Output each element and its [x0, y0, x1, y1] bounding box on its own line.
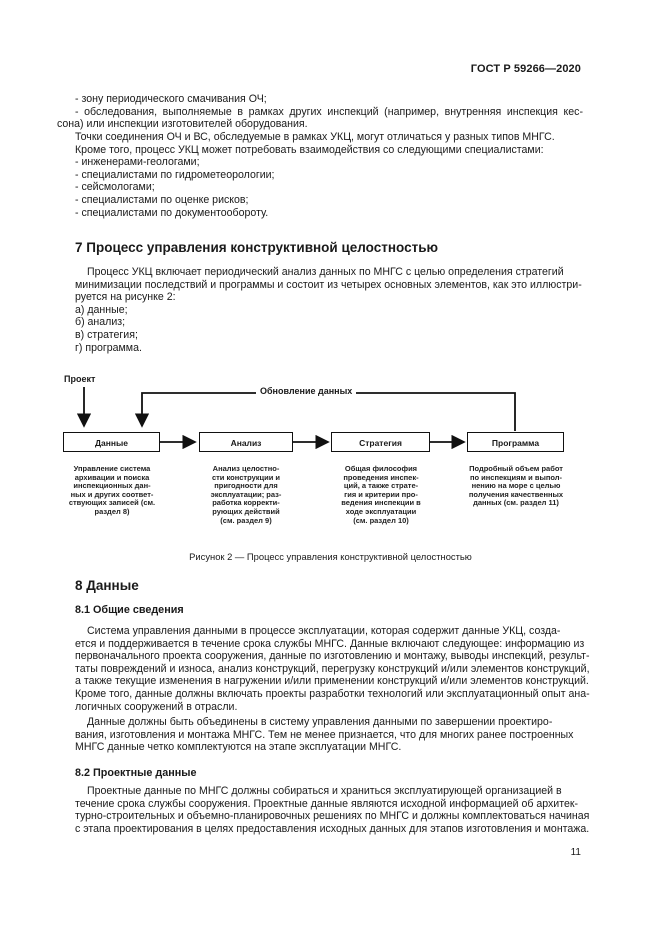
- box-description-analysis: [190, 465, 302, 525]
- document-code: ГОСТ Р 59266—2020: [470, 63, 581, 75]
- specialist-item: - специалистами по оценке рисков;: [75, 193, 249, 206]
- desc-line: проведения инспек-: [343, 472, 419, 482]
- text-line: турно-строительных и объемно-планировочных решениях по МНГС и должны комплектоваться начиная: [75, 810, 590, 823]
- desc-line: рующих действий: [212, 506, 280, 516]
- section-8-1-paragraph-2: [75, 716, 583, 754]
- intro-line-2a: - обследования, выполняемые в рамках других инспекций (например, внутренняя инспекция кес-: [75, 105, 583, 118]
- intro-line-2b: сона) или инспекции изготовителей оборудования.: [57, 118, 308, 130]
- specialist-item: - специалистами по документообороту.: [75, 206, 269, 219]
- desc-line: Общая философия: [344, 464, 418, 473]
- desc-line: архивации и поиска: [74, 472, 150, 482]
- section-7-item: в) стратегия;: [75, 328, 138, 341]
- text-line: первоначального проекта сооружения, данные по изготовлению и монтажу, выводы инспекций, результ-: [75, 650, 590, 663]
- desc-line: ных и других соответ-: [70, 489, 154, 499]
- desc-line: ций, а также страте-: [343, 481, 419, 491]
- desc-line: ходе эксплуатации: [345, 506, 417, 516]
- box-description-program: [456, 465, 576, 508]
- section-7-item: б) анализ;: [75, 316, 126, 329]
- text-line: а также текущие изменения в нагружении и/или применении конструкций и/или элементов конструкций.: [75, 675, 589, 688]
- desc-line: Анализ целостно-: [212, 464, 280, 473]
- text-line: течение срока службы сооружения. Проектные данные являются исходной информацией об архитек-: [75, 797, 579, 810]
- section-8-2-title: 8.2 Проектные данные: [75, 767, 197, 779]
- desc-line: получения качественных: [468, 489, 564, 499]
- section-7-item: г) программа.: [75, 341, 142, 354]
- text-line: Проектные данные по МНГС должны собираться и храниться эксплуатирующей организацией в: [87, 785, 562, 797]
- specialist-item: - сейсмологами;: [75, 181, 155, 194]
- process-box-label: Данные: [94, 438, 129, 448]
- desc-line: ствующих записей (см.: [68, 498, 156, 508]
- data-update-loop-arrow: [142, 393, 515, 431]
- text-line: с этапа проектирования в целях предоставления исходных данных для этапов изготовления и монтажа.: [75, 822, 590, 835]
- desc-line: (см. раздел 10): [353, 515, 409, 525]
- process-box-strategy: [331, 432, 430, 452]
- section-7-line: Процесс УКЦ включает периодический анализ данных по МНГС с целью определения стратегий: [87, 266, 564, 278]
- box-description-strategy: [325, 465, 437, 525]
- text-line: таты повреждений и износа, анализ конструкций, перегрузку конструкций и/или элементов конструкций,: [75, 662, 590, 675]
- process-box-analysis: [199, 432, 293, 452]
- section-7-item: а) данные;: [75, 303, 128, 316]
- figure-caption: Рисунок 2 — Процесс управления конструктивной целостностью: [189, 551, 472, 562]
- desc-line: Управление система: [73, 464, 151, 473]
- text-line: МНГС данные четко комплектуются на этапе эксплуатации МНГС.: [75, 741, 402, 754]
- process-box-label: Стратегия: [359, 438, 402, 448]
- desc-line: (см. раздел 9): [220, 515, 272, 525]
- desc-line: данных (см. раздел 11): [473, 498, 559, 508]
- page-number: 11: [570, 847, 581, 858]
- text-line: ется и поддерживается в течение срока службы МНГС. Данные включают следующее: информацию из: [75, 637, 585, 650]
- section-7-line: минимизации последствий и программы и состоит из четырех основных элементов, как это иллюстри-: [75, 278, 582, 291]
- text-line: Данные должны быть объединены в систему управления данными по завершении проектиро-: [87, 716, 553, 728]
- section-8-title: 8 Данные: [75, 578, 139, 593]
- desc-line: гия и критерии про-: [344, 489, 418, 499]
- section-7-line: руется на рисунке 2:: [75, 291, 176, 304]
- intro-line-1: - зону периодического смачивания ОЧ;: [75, 93, 267, 105]
- section-8-2-paragraph: [75, 785, 590, 835]
- process-box-label: Анализ: [230, 438, 262, 448]
- intro-line-4: Кроме того, процесс УКЦ может потребовать взаимодействия со следующими специалистами:: [75, 143, 544, 156]
- desc-line: эксплуатации; раз-: [210, 489, 282, 499]
- intro-line-3: Точки соединения ОЧ и ВС, обследуемые в рамках УКЦ, могут отличаться у разных типов МНГС.: [75, 131, 555, 143]
- desc-line: сти конструкции и: [211, 472, 281, 482]
- specialist-item: - специалистами по гидрометеорологии;: [75, 168, 275, 181]
- specialist-item: - инженерами-геологами;: [75, 156, 200, 169]
- text-line: логичных сооружений в отрасли.: [75, 700, 238, 713]
- process-box-data: [63, 432, 160, 452]
- desc-line: ведения инспекции в: [341, 498, 421, 508]
- section-8-1-title: 8.1 Общие сведения: [75, 604, 184, 616]
- desc-line: нению на море с целью: [471, 481, 561, 491]
- desc-line: инспекционных дан-: [73, 481, 151, 491]
- text-line: Система управления данными в процессе эксплуатации, которая содержит данные УКЦ, созда-: [87, 625, 561, 637]
- section-8-1-paragraph-1: [75, 625, 590, 713]
- process-box-program: [467, 432, 564, 452]
- desc-line: по инспекциям и выпол-: [469, 472, 563, 482]
- text-line: вания, изготовления и монтажа МНГС. Тем не менее признается, что для многих ранее построенных: [75, 728, 574, 741]
- desc-line: раздел 8): [94, 506, 130, 516]
- project-label: Проект: [64, 374, 96, 384]
- desc-line: пригодности для: [214, 481, 278, 491]
- section-7-title: 7 Процесс управления конструктивной целостностью: [75, 240, 439, 255]
- data-update-label: Обновление данных: [256, 386, 356, 396]
- text-line: Кроме того, данные должны включать проекты разработки технологий или эксплуатационный опыт ана-: [75, 687, 590, 700]
- box-description-data: [56, 465, 168, 517]
- process-box-label: Программа: [491, 438, 540, 448]
- desc-line: Подробный объем работ: [469, 464, 563, 473]
- desc-line: работка корректи-: [212, 498, 280, 508]
